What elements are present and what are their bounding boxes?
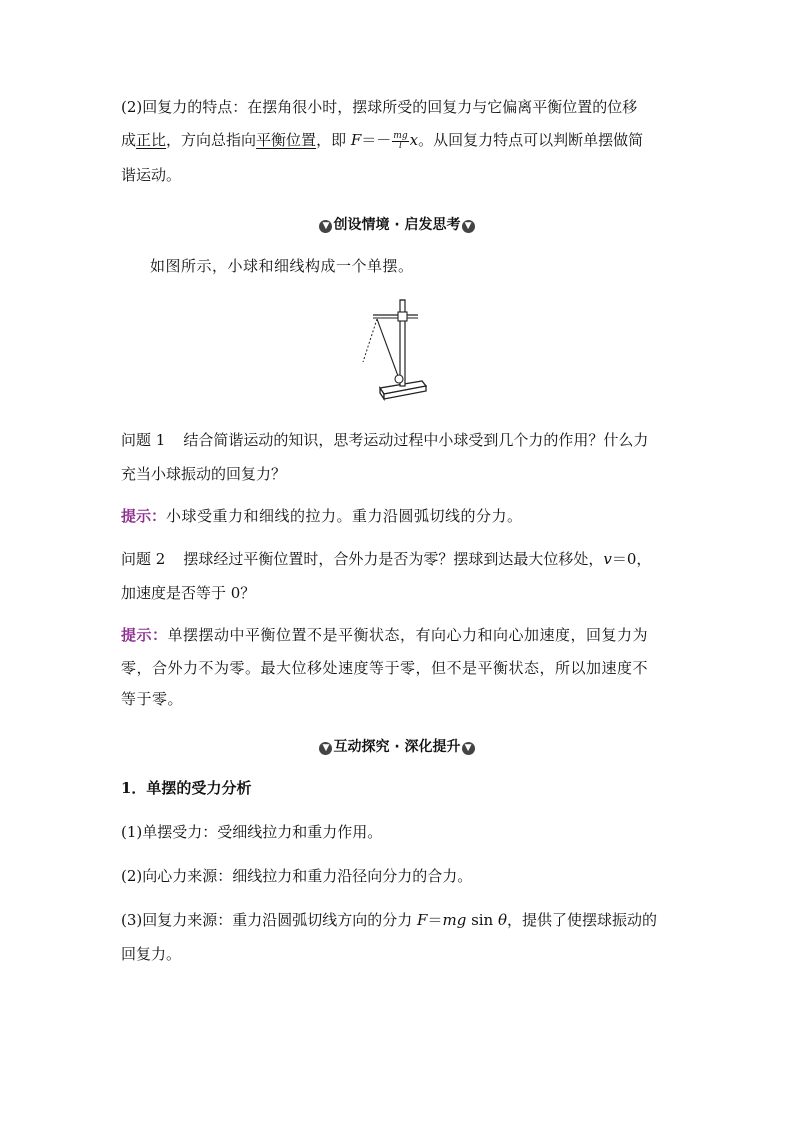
- heading-force-analysis: 1．单摆的受力分析: [121, 779, 252, 797]
- item-2-centripetal-source: (2)向心力来源：细线拉力和重力沿径向分力的合力。: [121, 867, 473, 885]
- hint-1-label: 提示：: [121, 507, 167, 525]
- question-1-line-2: 充当小球振动的回复力？: [121, 465, 287, 483]
- stand-arm: [373, 312, 418, 321]
- restoring-force-formula: F＝－ $\frac{mg}{l}$ x: [350, 130, 419, 151]
- hint-2-line-2: 零，合外力不为零。最大位移处速度等于零，但不是平衡状态，所以加速度不: [121, 659, 649, 677]
- section-header-scenario: ▼ 创设情境 · 启发思考 ▼: [0, 215, 794, 235]
- hint-2-line-1: 提示：单摆摆动中平衡位置不是平衡状态，有向心力和向心加速度，回复力为: [121, 626, 649, 644]
- item-3-line-1: (3)回复力来源：重力沿圆弧切线方向的分力 F＝mg sin θ，提供了使摆球振动的: [121, 911, 658, 929]
- pendulum-string: [377, 319, 398, 376]
- pendulum-dashed-position: [363, 319, 377, 362]
- pendulum-intro: 如图所示，小球和细线构成一个单摆。: [150, 257, 414, 275]
- restoring-force-line-2: 成正比，方向总指向平衡位置，即 F＝－ $\frac{mg}{l}$ x。从回复力特点可以判断单摆做简: [121, 130, 644, 151]
- formula-fraction: $\frac{mg}{l}$: [393, 130, 408, 151]
- question-1-line-1: 问题 1 结合简谐运动的知识，思考运动过程中小球受到几个力的作用？什么力: [121, 431, 649, 449]
- restoring-force-line-1: (2)回复力的特点：在摆角很小时，摆球所受的回复力与它偏离平衡位置的位移: [121, 98, 638, 116]
- item-1-forces: (1)单摆受力：受细线拉力和重力作用。: [121, 823, 383, 841]
- question-1-label: 问题 1: [121, 431, 166, 449]
- answer-equilibrium-position: 平衡位置: [256, 131, 317, 149]
- answer-proportional: 正比: [136, 131, 167, 149]
- simple-pendulum-figure: [360, 296, 440, 404]
- question-2-line-2: 加速度是否等于 0？: [121, 584, 256, 602]
- chevron-down-icon: ▼: [319, 742, 332, 755]
- restoring-force-line-3: 谐运动。: [121, 166, 182, 184]
- chevron-down-icon: ▼: [319, 220, 332, 233]
- section-header-inquiry: ▼ 互动探究 · 深化提升 ▼: [0, 737, 794, 757]
- pendulum-ball: [395, 375, 403, 383]
- hint-1: 提示：小球受重力和细线的拉力。重力沿圆弧切线的分力。: [121, 507, 523, 525]
- question-2-label: 问题 2: [121, 550, 166, 568]
- hint-2-label: 提示：: [121, 626, 168, 644]
- item-3-line-2: 回复力。: [121, 945, 182, 963]
- question-2-line-1: 问题 2 摆球经过平衡位置时，合外力是否为零？摆球到达最大位移处，v＝0，: [121, 550, 652, 568]
- chevron-down-icon: ▼: [462, 220, 475, 233]
- hint-2-line-3: 等于零。: [121, 690, 184, 708]
- chevron-down-icon: ▼: [462, 742, 475, 755]
